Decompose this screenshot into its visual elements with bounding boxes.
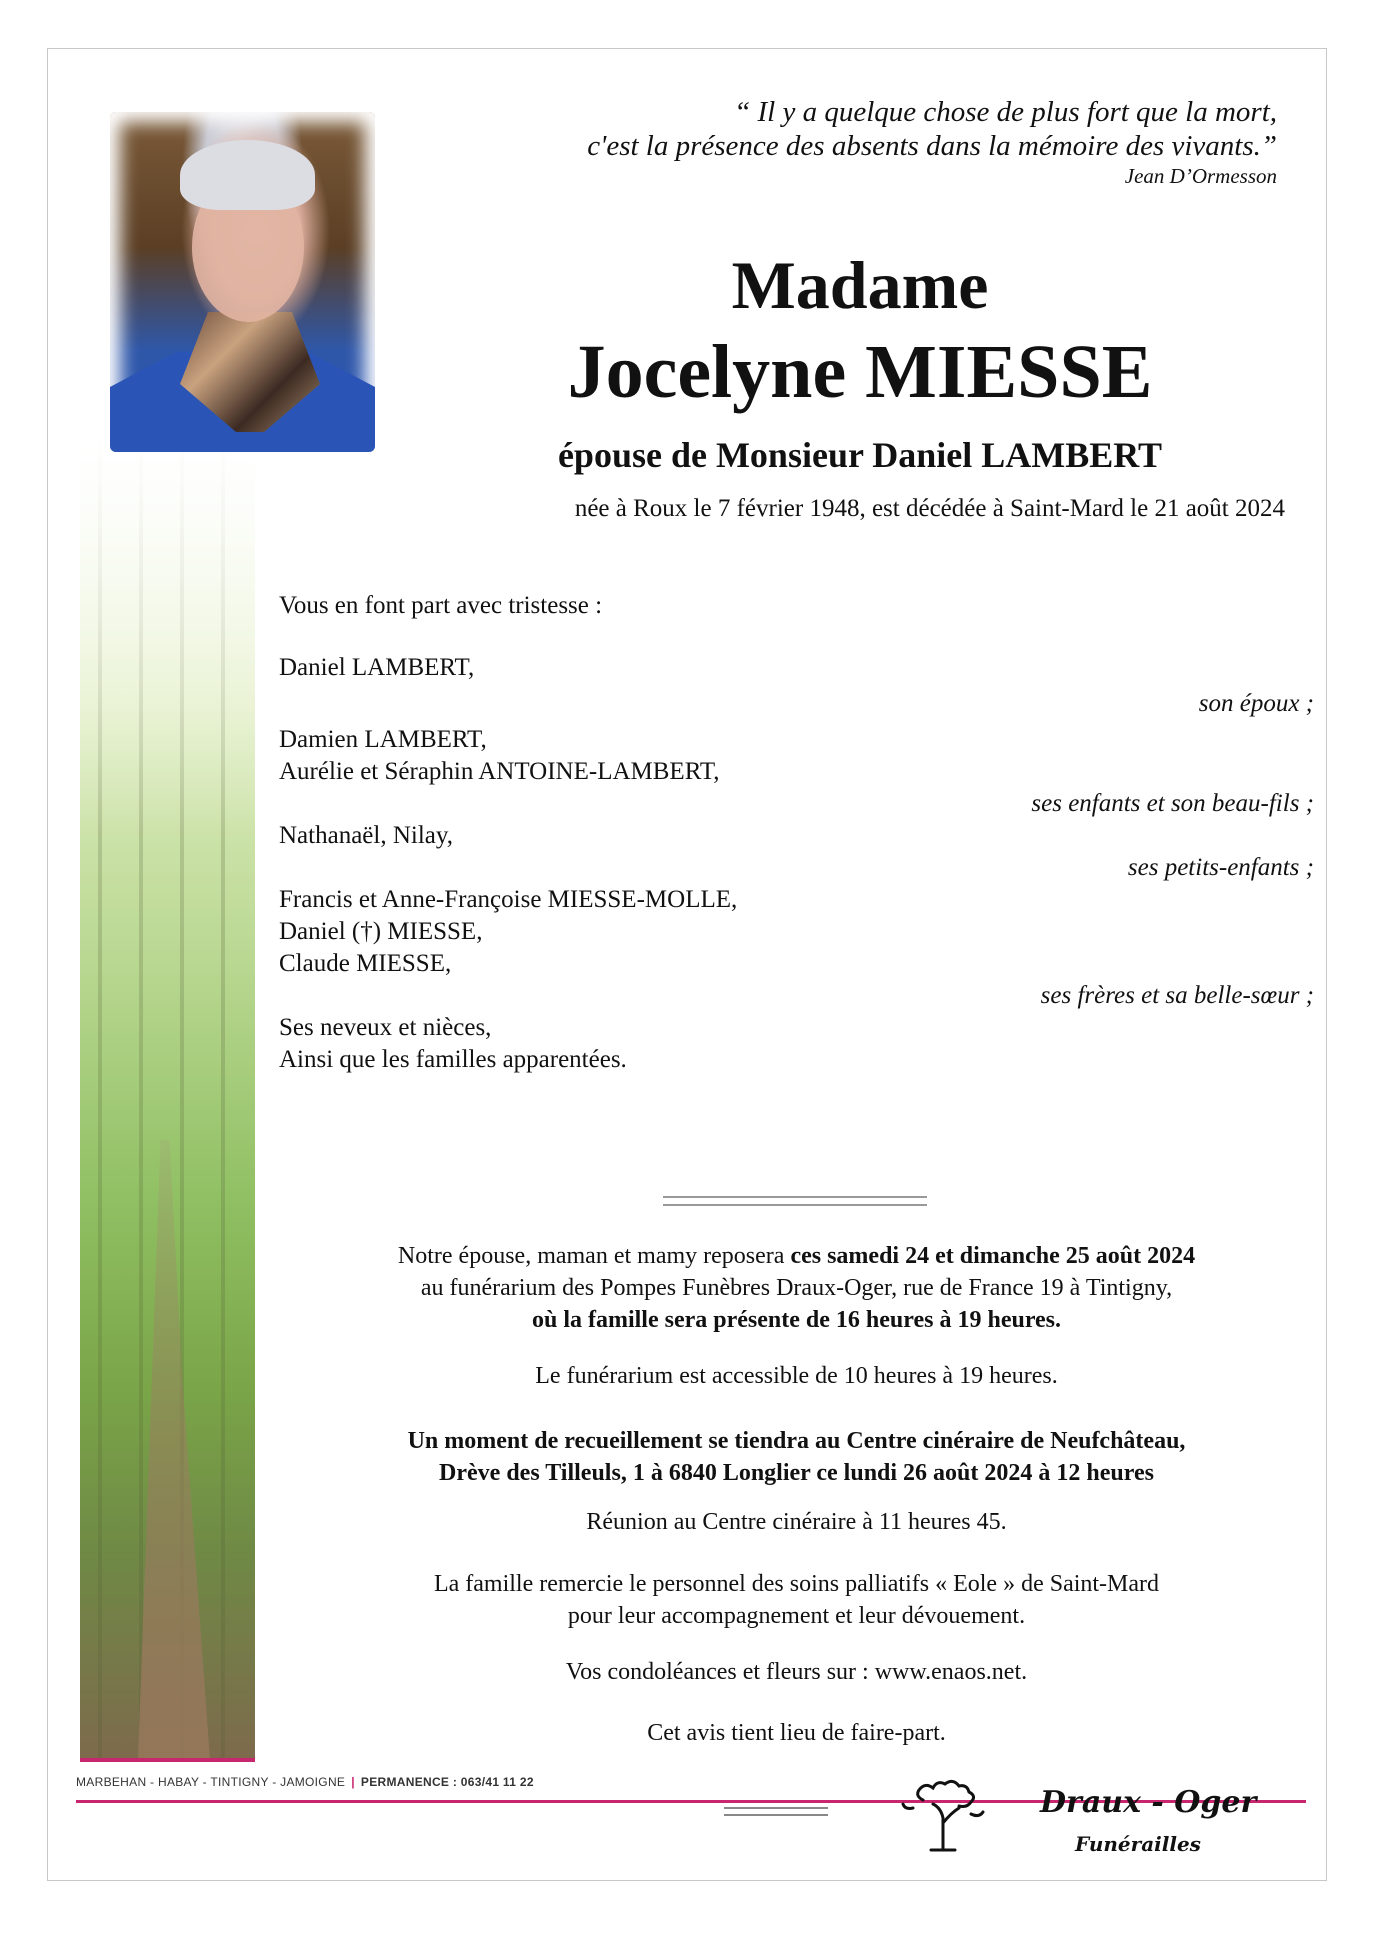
footer-locations: MARBEHAN - HABAY - TINTIGNY - JAMOIGNE	[76, 1775, 346, 1789]
deceased-spouse: épouse de Monsieur Daniel LAMBERT	[557, 435, 1163, 475]
forest-path-image	[80, 440, 255, 1760]
family-children-1: Damien LAMBERT,	[279, 726, 487, 753]
thanks-line-1: La famille remercie le personnel des soins palliatifs « Eole » de Saint-Mard	[433, 1571, 1160, 1597]
ceremony-line-1: Un moment de recueillement se tiendra au Centre cinéraire de Neufchâteau,	[407, 1428, 1186, 1454]
deceased-title: Madame	[731, 247, 989, 323]
brand-name: Draux - Oger	[1040, 1785, 1257, 1820]
family-list	[279, 590, 1314, 1076]
footer-separator: |	[351, 1775, 355, 1789]
family-others-2: Ainsi que les familles apparentées.	[279, 1046, 627, 1073]
condolences-link[interactable]: Vos condoléances et fleurs sur : www.enaos.net.	[565, 1659, 1028, 1685]
tree-logo-icon	[893, 1778, 993, 1853]
rest-intro: Notre épouse, maman et mamy reposera	[397, 1243, 791, 1269]
quote	[377, 95, 1277, 189]
ceremony-line-2: Drève des Tilleuls, 1 à 6840 Longlier ce lundi 26 août 2024 à 12 heures	[439, 1460, 1154, 1486]
family-grandchildren-role: ses petits-enfants ;	[1127, 854, 1314, 881]
rest-place: au funérarium des Pompes Funèbres Draux-Oger, rue de France 19 à Tintigny,	[420, 1275, 1173, 1301]
birth-death-line: née à Roux le 7 février 1948, est décédée à Saint-Mard le 21 août 2024	[574, 495, 1285, 522]
thanks-line-2: pour leur accompagnement et leur dévouement.	[567, 1603, 1026, 1629]
portrait-hair	[180, 140, 315, 210]
footer-permanence: PERMANENCE : 063/41 11 22	[360, 1775, 534, 1789]
rest-dates: ces samedi 24 et dimanche 25 août 2024	[790, 1243, 1196, 1269]
family-children-2: Aurélie et Séraphin ANTOINE-LAMBERT,	[279, 758, 720, 785]
quote-line-2: c'est la présence des absents dans la mémoire des vivants.”	[587, 130, 1277, 162]
footer-contact	[76, 1775, 534, 1789]
meeting-info: Réunion au Centre cinéraire à 11 heures 45.	[586, 1509, 1007, 1535]
deceased-name: Jocelyne MIESSE	[567, 330, 1153, 414]
quote-line-1: “ Il y a quelque chose de plus fort que la mort,	[734, 96, 1277, 128]
section-divider	[663, 1196, 927, 1206]
family-siblings-role: ses frères et sa belle-sœur ;	[1040, 982, 1314, 1009]
footer-divider	[724, 1807, 828, 1816]
brand-subtitle: Funérailles	[1075, 1832, 1201, 1856]
family-grandchildren: Nathanaël, Nilay,	[279, 822, 453, 849]
family-spouse-role: son époux ;	[1198, 690, 1314, 717]
rest-info	[279, 1240, 1314, 1336]
family-siblings-2: Daniel (†) MIESSE,	[279, 918, 483, 945]
access-hours: Le funérarium est accessible de 10 heures à 19 heures.	[535, 1363, 1058, 1389]
accent-bar	[80, 1758, 255, 1762]
family-spouse-name: Daniel LAMBERT,	[279, 654, 475, 681]
portrait-photo	[110, 112, 375, 452]
thanks	[279, 1568, 1314, 1632]
quote-author: Jean D’Ormesson	[1124, 164, 1277, 188]
forest-path	[120, 1140, 210, 1760]
family-siblings-3: Claude MIESSE,	[279, 950, 452, 977]
notice-text: Cet avis tient lieu de faire-part.	[647, 1720, 946, 1746]
family-others-1: Ses neveux et nièces,	[279, 1014, 492, 1041]
family-siblings-1: Francis et Anne-Françoise MIESSE-MOLLE,	[279, 886, 738, 913]
ceremony-info	[279, 1425, 1314, 1489]
family-intro: Vous en font part avec tristesse :	[279, 592, 603, 619]
family-children-role: ses enfants et son beau-fils ;	[1031, 790, 1314, 817]
rest-hours: où la famille sera présente de 16 heures à 19 heures.	[531, 1307, 1062, 1333]
